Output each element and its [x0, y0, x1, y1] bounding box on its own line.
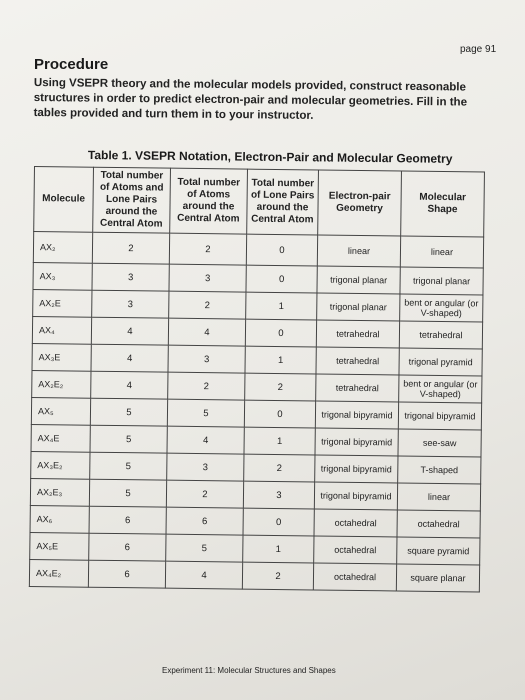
cell-atoms: 3: [169, 264, 246, 292]
cell-atoms: 3: [167, 453, 244, 481]
header-total-atoms: Total number of Atoms around the Central Atom: [170, 168, 248, 234]
cell-molecular-shape: square pyramid: [397, 537, 480, 565]
cell-total: 5: [90, 452, 167, 480]
cell-lone-pairs: 2: [245, 373, 316, 401]
cell-molecule: AX₂E₃: [30, 478, 89, 506]
header-total-atoms-lone-pairs: Total number of Atoms and Lone Pairs around the Central Atom: [93, 167, 171, 233]
cell-electron-geometry: tetrahedral: [316, 374, 399, 402]
cell-molecular-shape: linear: [397, 483, 480, 511]
cell-total: 2: [92, 232, 169, 264]
cell-molecular-shape: square planar: [396, 564, 479, 592]
cell-molecule: AX₅E: [30, 532, 89, 560]
cell-total: 5: [89, 479, 166, 507]
table-header-row: [34, 167, 485, 237]
cell-molecule: AX₃E: [32, 343, 91, 371]
cell-atoms: 5: [167, 399, 244, 427]
cell-lone-pairs: 0: [246, 265, 317, 293]
cell-total: 5: [90, 425, 167, 453]
cell-electron-geometry: trigonal bipyramid: [315, 401, 398, 429]
cell-electron-geometry: octahedral: [314, 509, 397, 537]
footer-text: Experiment 11: Molecular Structures and Shapes: [162, 666, 336, 675]
header-total-lone-pairs: Total number of Lone Pairs around the Central Atom: [247, 169, 319, 235]
cell-molecule: AX₂E: [33, 289, 92, 317]
header-molecular-shape: Molecular Shape: [401, 171, 485, 237]
cell-electron-geometry: tetrahedral: [316, 320, 399, 348]
cell-electron-geometry: octahedral: [313, 563, 396, 591]
cell-atoms: 3: [168, 345, 245, 373]
cell-lone-pairs: 1: [243, 535, 314, 563]
cell-molecular-shape: see-saw: [398, 429, 481, 457]
cell-molecular-shape: trigonal bipyramid: [398, 402, 481, 430]
cell-atoms: 2: [169, 233, 246, 265]
cell-total: 6: [89, 533, 166, 561]
cell-atoms: 2: [169, 291, 246, 319]
cell-electron-geometry: trigonal bipyramid: [315, 428, 398, 456]
cell-molecule: AX₄: [32, 316, 91, 344]
vsepr-table: [29, 166, 485, 592]
cell-electron-geometry: trigonal planar: [317, 293, 400, 321]
cell-atoms: 2: [168, 372, 245, 400]
cell-lone-pairs: 3: [243, 481, 314, 509]
cell-atoms: 5: [166, 534, 243, 562]
table-title: Table 1. VSEPR Notation, Electron-Pair and Molecular Geometry: [87, 148, 453, 166]
cell-molecular-shape: linear: [400, 236, 483, 268]
cell-lone-pairs: 1: [245, 346, 316, 374]
cell-molecular-shape: bent or angular (or V-shaped): [400, 294, 483, 322]
cell-atoms: 2: [166, 480, 243, 508]
cell-total: 4: [91, 317, 168, 345]
cell-total: 3: [92, 290, 169, 318]
cell-molecule: AX₃E₂: [31, 451, 90, 479]
cell-total: 5: [90, 398, 167, 426]
cell-total: 4: [91, 344, 168, 372]
vsepr-table-wrapper: [29, 166, 485, 592]
cell-electron-geometry: trigonal bipyramid: [314, 482, 397, 510]
cell-lone-pairs: 0: [244, 400, 315, 428]
table-body: [29, 232, 483, 592]
cell-lone-pairs: 2: [244, 454, 315, 482]
cell-atoms: 4: [168, 318, 245, 346]
cell-molecule: AX₂E₂: [32, 370, 91, 398]
page-number: page 91: [460, 44, 497, 55]
header-molecule: Molecule: [34, 167, 94, 233]
cell-molecule: AX₆: [30, 505, 89, 533]
cell-total: 6: [89, 506, 166, 534]
cell-molecular-shape: tetrahedral: [399, 321, 482, 349]
header-electron-pair-geometry: Electron-pair Geometry: [318, 170, 402, 236]
cell-atoms: 4: [165, 561, 242, 589]
cell-electron-geometry: octahedral: [314, 536, 397, 564]
cell-molecular-shape: trigonal pyramid: [399, 348, 482, 376]
table-row: [29, 559, 479, 591]
cell-atoms: 6: [166, 507, 243, 535]
cell-total: 4: [91, 371, 168, 399]
cell-lone-pairs: 1: [244, 427, 315, 455]
cell-lone-pairs: 0: [243, 508, 314, 536]
cell-electron-geometry: tetrahedral: [316, 347, 399, 375]
cell-lone-pairs: 2: [242, 562, 313, 590]
cell-electron-geometry: trigonal bipyramid: [315, 455, 398, 483]
cell-lone-pairs: 0: [246, 234, 317, 266]
cell-total: 6: [88, 560, 165, 588]
cell-molecule: AX₃: [33, 262, 92, 290]
cell-electron-geometry: linear: [317, 235, 400, 267]
procedure-text: Using VSEPR theory and the molecular models provided, construct reasonable structures in order to predict electron-pair and molecular geometries. Fill in the tables provided and turn them in to your instructor.: [33, 76, 468, 122]
cell-molecule: AX₄E₂: [29, 559, 88, 587]
cell-molecule: AX₅: [31, 397, 90, 425]
cell-molecular-shape: trigonal planar: [400, 267, 483, 295]
cell-lone-pairs: 0: [245, 319, 316, 347]
cell-electron-geometry: trigonal planar: [317, 266, 400, 294]
procedure-heading: Procedure: [34, 56, 109, 73]
cell-total: 3: [92, 263, 169, 291]
cell-atoms: 4: [167, 426, 244, 454]
cell-molecular-shape: bent or angular (or V-shaped): [399, 375, 482, 403]
cell-molecular-shape: octahedral: [397, 510, 480, 538]
cell-molecule: AX₂: [33, 232, 92, 264]
cell-molecular-shape: T-shaped: [398, 456, 481, 484]
cell-lone-pairs: 1: [246, 292, 317, 320]
cell-molecule: AX₄E: [31, 424, 90, 452]
